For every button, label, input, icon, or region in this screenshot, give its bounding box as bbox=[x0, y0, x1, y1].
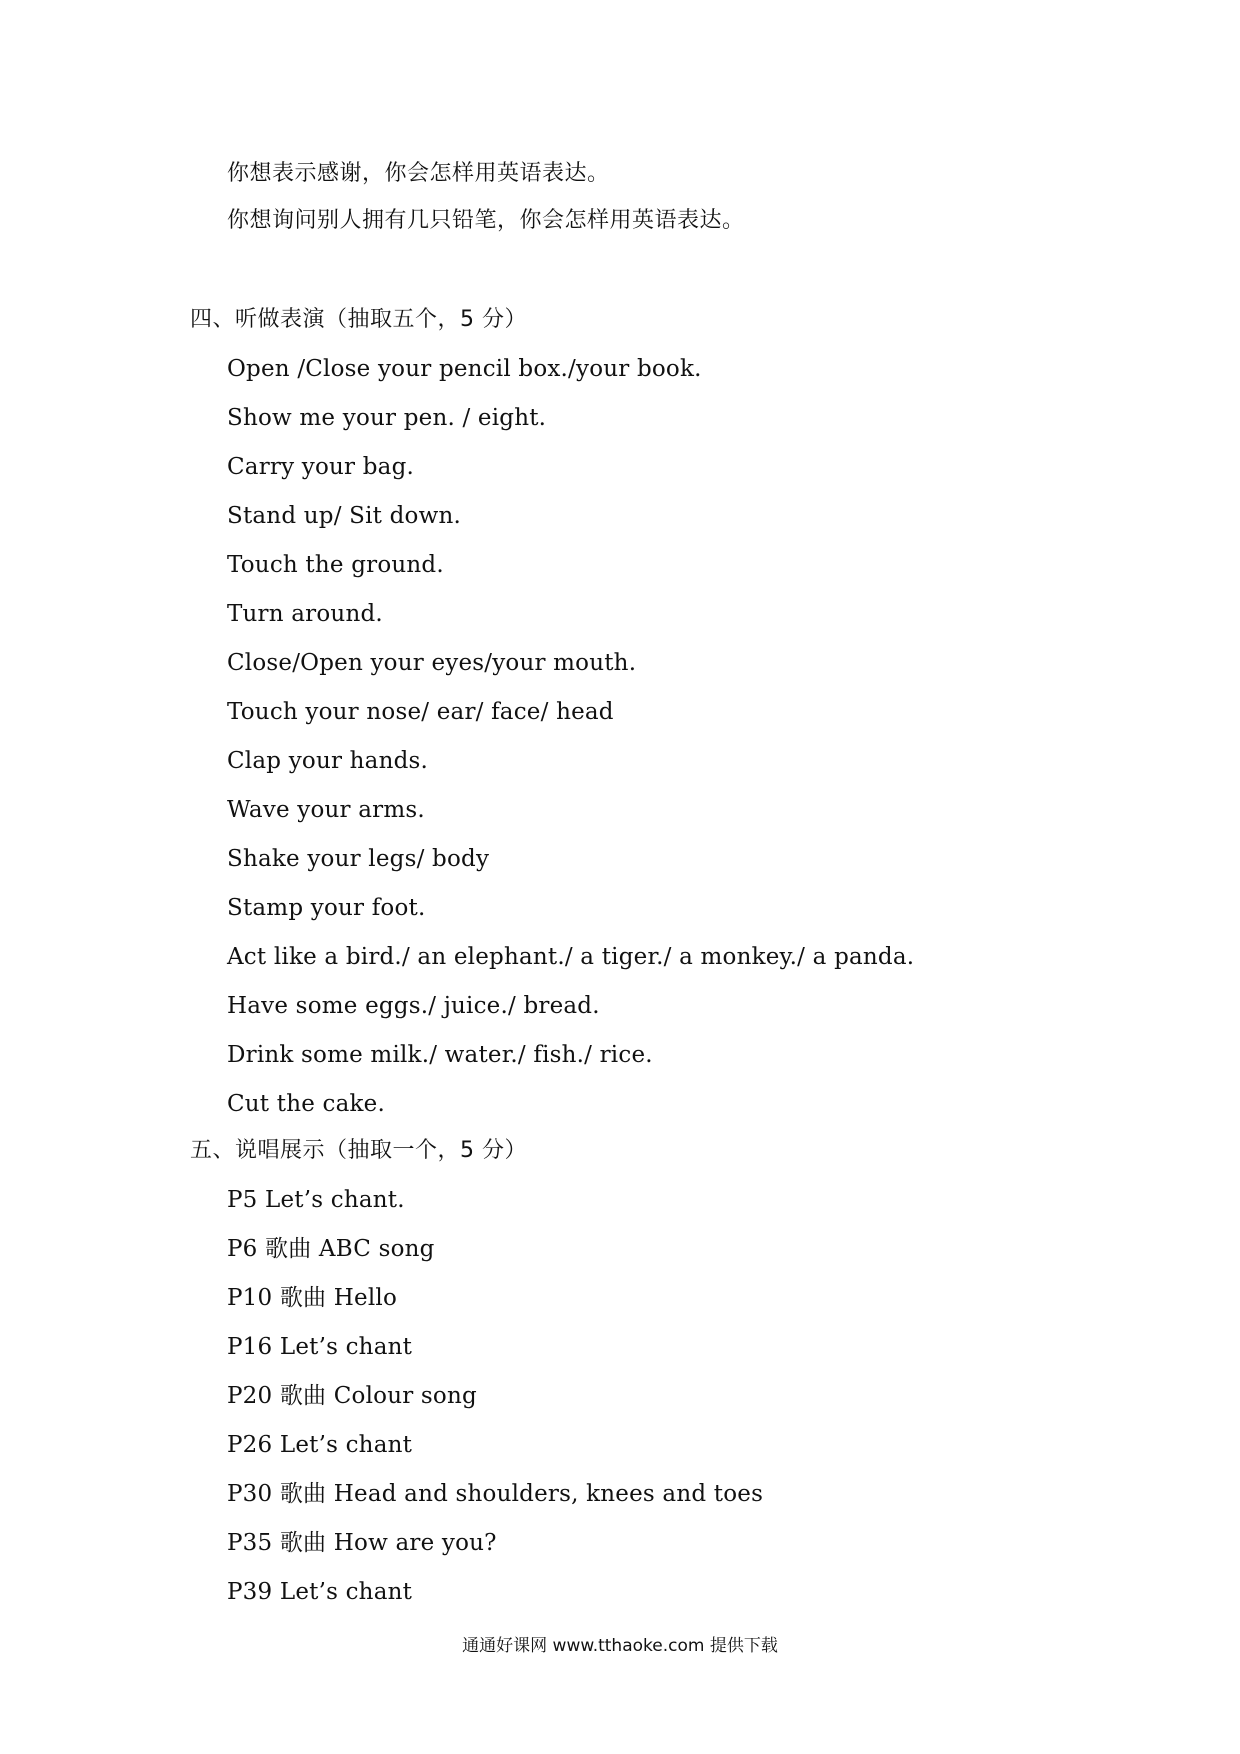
action-item: Turn around. bbox=[227, 601, 383, 627]
action-item: Shake your legs/ body bbox=[227, 846, 490, 872]
song-item: P5 Let’s chant. bbox=[227, 1187, 405, 1213]
action-item: Close/Open your eyes/your mouth. bbox=[227, 650, 637, 676]
action-item: Show me your pen. / eight. bbox=[227, 405, 547, 431]
prompt-line-pencils: 你想询问别人拥有几只铅笔，你会怎样用英语表达。 bbox=[227, 208, 745, 233]
action-item: Act like a bird./ an elephant./ a tiger./ a monkey./ a panda. bbox=[227, 944, 915, 970]
song-item: P20 歌曲 Colour song bbox=[227, 1383, 477, 1409]
action-item: Stand up/ Sit down. bbox=[227, 503, 462, 529]
action-item: Have some eggs./ juice./ bread. bbox=[227, 993, 600, 1019]
song-item: P6 歌曲 ABC song bbox=[227, 1236, 435, 1262]
section-five-heading: 五、说唱展示（抽取一个，5 分） bbox=[190, 1138, 527, 1163]
section-four-heading: 四、听做表演（抽取五个，5 分） bbox=[190, 307, 527, 332]
action-item: Wave your arms. bbox=[227, 797, 425, 823]
action-item: Drink some milk./ water./ fish./ rice. bbox=[227, 1042, 653, 1068]
footer-source-note: 通通好课网 www.tthaoke.com 提供下载 bbox=[462, 1636, 778, 1656]
action-item: Clap your hands. bbox=[227, 748, 429, 774]
action-item: Stamp your foot. bbox=[227, 895, 426, 921]
action-item: Touch your nose/ ear/ face/ head bbox=[227, 699, 614, 725]
song-item: P35 歌曲 How are you? bbox=[227, 1530, 497, 1556]
song-item: P16 Let’s chant bbox=[227, 1334, 413, 1360]
action-item: Carry your bag. bbox=[227, 454, 415, 480]
prompt-line-thanks: 你想表示感谢，你会怎样用英语表达。 bbox=[227, 161, 610, 186]
action-item: Cut the cake. bbox=[227, 1091, 385, 1117]
song-item: P39 Let’s chant bbox=[227, 1579, 413, 1605]
song-item: P30 歌曲 Head and shoulders, knees and toes bbox=[227, 1481, 764, 1507]
song-item: P26 Let’s chant bbox=[227, 1432, 413, 1458]
song-item: P10 歌曲 Hello bbox=[227, 1285, 397, 1311]
action-item: Touch the ground. bbox=[227, 552, 444, 578]
action-item: Open /Close your pencil box./your book. bbox=[227, 356, 702, 382]
